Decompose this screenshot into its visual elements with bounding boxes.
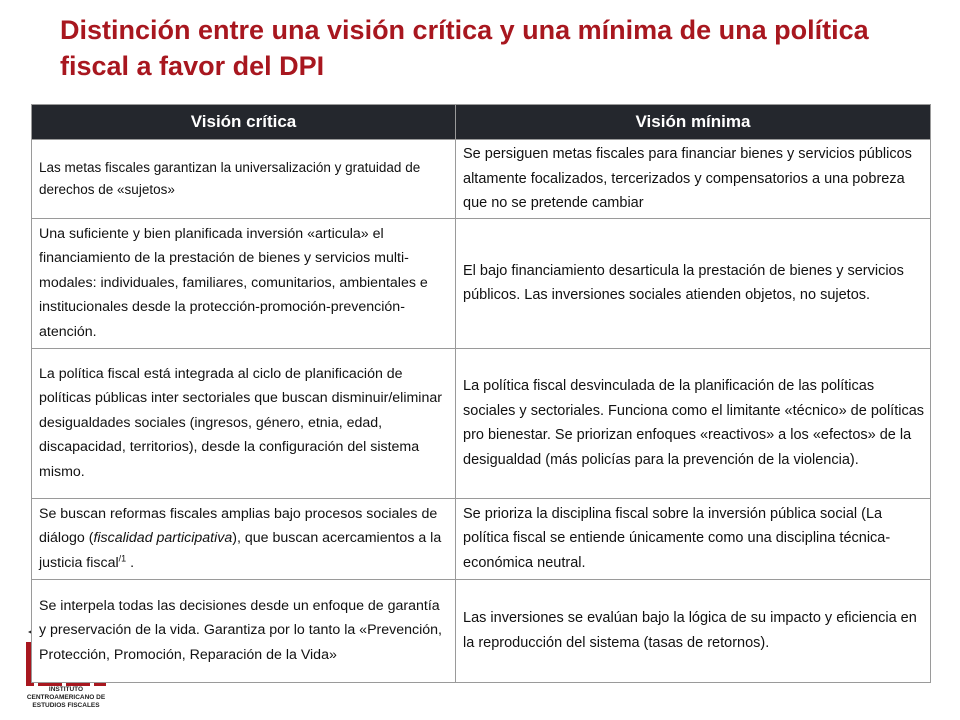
cell-minima: Las inversiones se evalúan bajo la lógica de su impacto y eficiencia en la reproducción del sistema (tasas de retornos). (456, 579, 931, 682)
cell-critica-text: . (126, 554, 135, 571)
page-title: Distinción entre una visión crítica y una mínima de una política fiscal a favor del DPI (60, 15, 869, 81)
cell-minima: El bajo financiamiento desarticula la prestación de bienes y servicios públicos. Las inversiones sociales atienden objetos, no sujetos. (456, 218, 931, 348)
table-header-row (32, 105, 931, 140)
cell-critica-text: Se buscan reformas fiscales amplias bajo procesos sociales de diálogo ( (39, 505, 438, 547)
table-row (32, 348, 931, 498)
cell-critica (32, 498, 456, 579)
cell-critica: Se interpela todas las decisiones desde un enfoque de garantía y preservación de la vida. Garantiza por lo tanto la «Prevención, Protección, Promoción, Reparación de la Vida» (32, 579, 456, 682)
cell-critica: La política fiscal está integrada al ciclo de planificación de políticas públicas inter sectoriales que buscan disminuir/eliminar desigualdades sociales (ingresos, género, etnia, edad, discapacidad, territorios), desde la configuración del sistema mismo. (32, 348, 456, 498)
header-vision-critica: Visión crítica (32, 105, 456, 140)
header-vision-minima: Visión mínima (456, 105, 931, 140)
cell-critica: Una suficiente y bien planificada inversión «articula» el financiamiento de la prestación de bienes y servicios multi-modales: individuales, familiares, comunitarios, ambientales e institucionales desde la protección-promoción-prevención-atención. (32, 218, 456, 348)
cell-critica-emphasis: fiscalidad participativa (93, 530, 233, 547)
cell-minima: La política fiscal desvinculada de la planificación de las políticas sociales y sectoriales. Funciona como el limitante «técnico» de políticas pro bienestar. Se priorizan enfoques «reactivos» a los «efectos» de la desigualdad (más policías para la prevención de la violencia). (456, 348, 931, 498)
logo-caption: INSTITUTO CENTROAMERICANO DE ESTUDIOS FISCALES (26, 686, 106, 709)
table-row (32, 218, 931, 348)
cell-critica-text: ), que buscan acercamientos a la justicia fiscal (39, 530, 442, 571)
comparison-table (31, 104, 931, 683)
cell-critica: Las metas fiscales garantizan la universalización y gratuidad de derechos de «sujetos» (32, 140, 456, 219)
table-row (32, 498, 931, 579)
cell-minima: Se persiguen metas fiscales para financiar bienes y servicios públicos altamente focalizados, tercerizados y compensatorios a una pobreza que no se pretende cambiar (456, 140, 931, 219)
table-row (32, 140, 931, 219)
cell-minima: Se prioriza la disciplina fiscal sobre la inversión pública social (La política fiscal se entiende únicamente como una disciplina técnica-económica neutral. (456, 498, 931, 579)
footnote-marker: /1 (118, 553, 127, 564)
table-row (32, 579, 931, 682)
